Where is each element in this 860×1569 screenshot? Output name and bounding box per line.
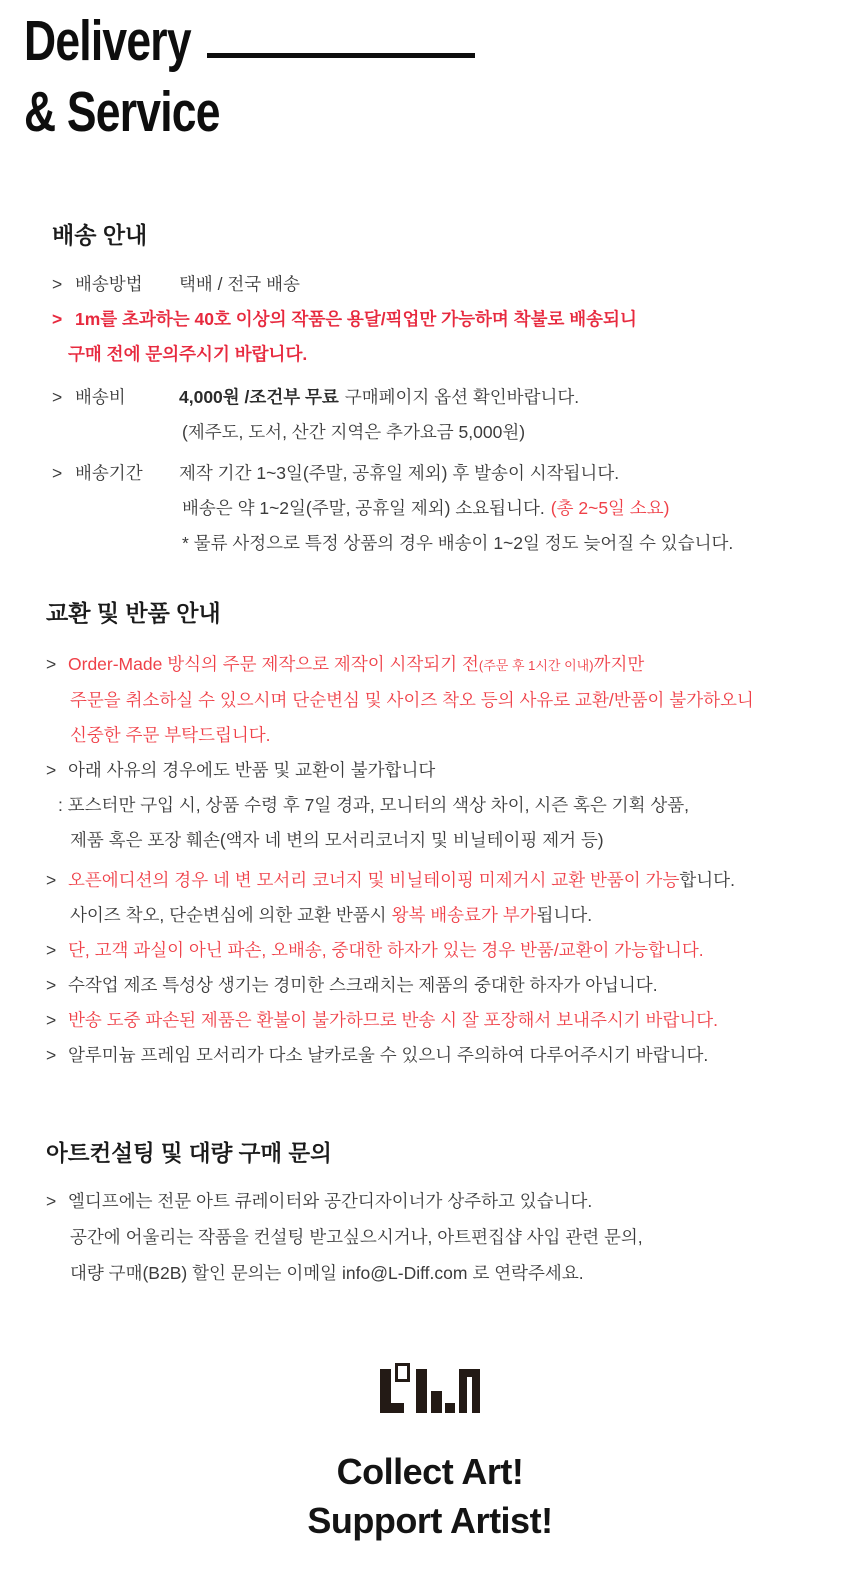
page-title bbox=[24, 6, 220, 148]
bullet-marker: > bbox=[46, 870, 57, 890]
consulting-line3 bbox=[46, 1255, 858, 1291]
consulting-item bbox=[46, 1183, 858, 1219]
bullet-marker: > bbox=[46, 1010, 57, 1030]
l-diff-logo-icon bbox=[380, 1363, 480, 1413]
aluminum-text: 알루미늄 프레임 모서리가 다소 날카로울 수 있으니 주의하여 다루어주시기 바랍니다. bbox=[68, 1045, 709, 1065]
open-edition-item bbox=[46, 863, 858, 898]
shipping-method-label: 배송방법 bbox=[75, 274, 143, 294]
scratch-text: 수작업 제조 특성상 생기는 경미한 스크래치는 제품의 중대한 하자가 아닙니다. bbox=[68, 975, 658, 995]
consulting-line1: 엘디프에는 전문 아트 큐레이터와 공간디자이너가 상주하고 있습니다. bbox=[68, 1191, 593, 1211]
shipping-period-line1: 제작 기간 1~3일(주말, 공휴일 제외) 후 발송이 시작됩니다. bbox=[179, 463, 620, 483]
slogan-line2: Support Artist! bbox=[307, 1500, 553, 1541]
order-made-item bbox=[46, 647, 858, 683]
open-edition-line2-red: 왕복 배송료가 부가 bbox=[391, 905, 537, 925]
consulting-heading: 아트컨설팅 및 대량 구매 문의 bbox=[46, 1141, 332, 1166]
consulting-line3-pre: 대량 구매(B2B) 할인 문의는 이메일 bbox=[70, 1263, 338, 1283]
shipping-heading: 배송 안내 bbox=[52, 222, 148, 248]
shipping-period-line3: * 물류 사정으로 특정 상품의 경우 배송이 1~2일 정도 늦어질 수 있습니다. bbox=[182, 533, 734, 553]
bullet-marker: > bbox=[46, 1045, 57, 1065]
shipping-info-section bbox=[52, 222, 860, 561]
order-made-line2: 주문을 취소하실 수 있으시며 단순변심 및 사이즈 착오 등의 사유로 교환/반품이 불가하오니 bbox=[70, 690, 754, 710]
open-edition-red: 오픈에디션의 경우 네 변 모서리 코너지 및 비닐테이핑 미제거시 교환 반품이 가능 bbox=[68, 870, 680, 890]
shipping-fee-rest: 구매페이지 옵션 확인바랍니다. bbox=[344, 387, 580, 407]
bullet-marker: > bbox=[52, 274, 63, 294]
shipping-fee-value bbox=[179, 380, 860, 415]
no-return-item bbox=[46, 753, 858, 788]
order-made-part1: Order-Made 방식의 주문 제작으로 제작이 시작되기 전 bbox=[68, 654, 479, 674]
shipping-period-row bbox=[52, 456, 860, 491]
bullet-marker: > bbox=[52, 463, 63, 483]
fault-item bbox=[46, 933, 858, 968]
scratch-item bbox=[46, 968, 858, 1003]
bullet-marker: > bbox=[46, 654, 57, 674]
order-made-line3: 신중한 주문 부탁드립니다. bbox=[70, 725, 271, 745]
oversize-notice-line2: 구매 전에 문의주시기 바랍니다. bbox=[68, 344, 308, 364]
shipping-method-row bbox=[52, 267, 860, 302]
no-return-line1: 아래 사유의 경우에도 반품 및 교환이 불가합니다 bbox=[68, 760, 436, 780]
consulting-email: info@L-Diff.com bbox=[342, 1263, 468, 1283]
title-rule-line bbox=[207, 53, 475, 58]
consulting-line3-post: 로 연락주세요. bbox=[472, 1263, 584, 1283]
oversize-notice-row bbox=[52, 302, 860, 337]
shipping-period-line2 bbox=[52, 491, 860, 526]
fault-text: 단, 고객 과실이 아닌 파손, 오배송, 중대한 하자가 있는 경우 반품/교환이 가능합니다. bbox=[68, 940, 704, 960]
shipping-period-line2-red: (총 2~5일 소요) bbox=[550, 498, 670, 518]
shipping-period-label: 배송기간 bbox=[75, 463, 143, 483]
footer-slogan bbox=[0, 1447, 860, 1545]
bullet-marker: > bbox=[52, 387, 63, 407]
return-damage-text: 반송 도중 파손된 제품은 환불이 불가하므로 반송 시 잘 포장해서 보내주시기 바랍니다. bbox=[68, 1010, 719, 1030]
art-consulting-section bbox=[46, 1140, 858, 1291]
order-made-line1 bbox=[68, 647, 858, 683]
order-made-small: (주문 후 1시간 이내) bbox=[478, 658, 594, 673]
bullet-marker: > bbox=[46, 940, 57, 960]
page-title-line1: Delivery bbox=[24, 9, 191, 73]
exchange-heading: 교환 및 반품 안내 bbox=[46, 600, 221, 626]
no-return-line3: 제품 혹은 포장 훼손(액자 네 변의 모서리코너지 및 비닐테이핑 제거 등) bbox=[70, 830, 604, 850]
exchange-return-section bbox=[46, 600, 858, 1073]
shipping-method-value: 택배 / 전국 배송 bbox=[179, 274, 300, 294]
bullet-marker: > bbox=[46, 975, 57, 995]
footer-logo-wrap bbox=[0, 1363, 860, 1418]
open-edition-line2 bbox=[46, 898, 858, 933]
open-edition-black: 합니다. bbox=[679, 870, 735, 890]
open-edition-line2-black1: 사이즈 착오, 단순변심에 의한 교환 반품시 bbox=[70, 905, 387, 925]
aluminum-item bbox=[46, 1038, 858, 1073]
return-damage-item bbox=[46, 1003, 858, 1038]
bullet-marker: > bbox=[52, 309, 63, 329]
no-return-line2: : 포스터만 구입 시, 상품 수령 후 7일 경과, 모니터의 색상 차이, 시즌 혹은 기획 상품, bbox=[58, 795, 690, 815]
open-edition-line1 bbox=[68, 863, 858, 898]
shipping-period-line2-black: 배송은 약 1~2일(주말, 공휴일 제외) 소요됩니다. bbox=[182, 498, 545, 518]
shipping-fee-note: (제주도, 도서, 산간 지역은 추가요금 5,000원) bbox=[182, 422, 526, 442]
open-edition-line2-black2: 됩니다. bbox=[536, 905, 593, 925]
slogan-line1: Collect Art! bbox=[336, 1451, 524, 1492]
shipping-fee-amount: 4,000원 /조건부 무료 bbox=[179, 387, 339, 407]
shipping-fee-label: 배송비 bbox=[75, 387, 126, 407]
order-made-part2: 까지만 bbox=[593, 654, 645, 674]
shipping-fee-row bbox=[52, 380, 860, 415]
bullet-marker: > bbox=[46, 760, 57, 780]
page-title-line2: & Service bbox=[24, 80, 220, 144]
oversize-notice-line1: 1m를 초과하는 40호 이상의 작품은 용달/픽업만 가능하며 착불로 배송되니 bbox=[75, 309, 637, 329]
consulting-line2: 공간에 어울리는 작품을 컨설팅 받고싶으시거나, 아트편집샵 사입 관련 문의, bbox=[70, 1227, 643, 1247]
bullet-marker: > bbox=[46, 1191, 57, 1211]
